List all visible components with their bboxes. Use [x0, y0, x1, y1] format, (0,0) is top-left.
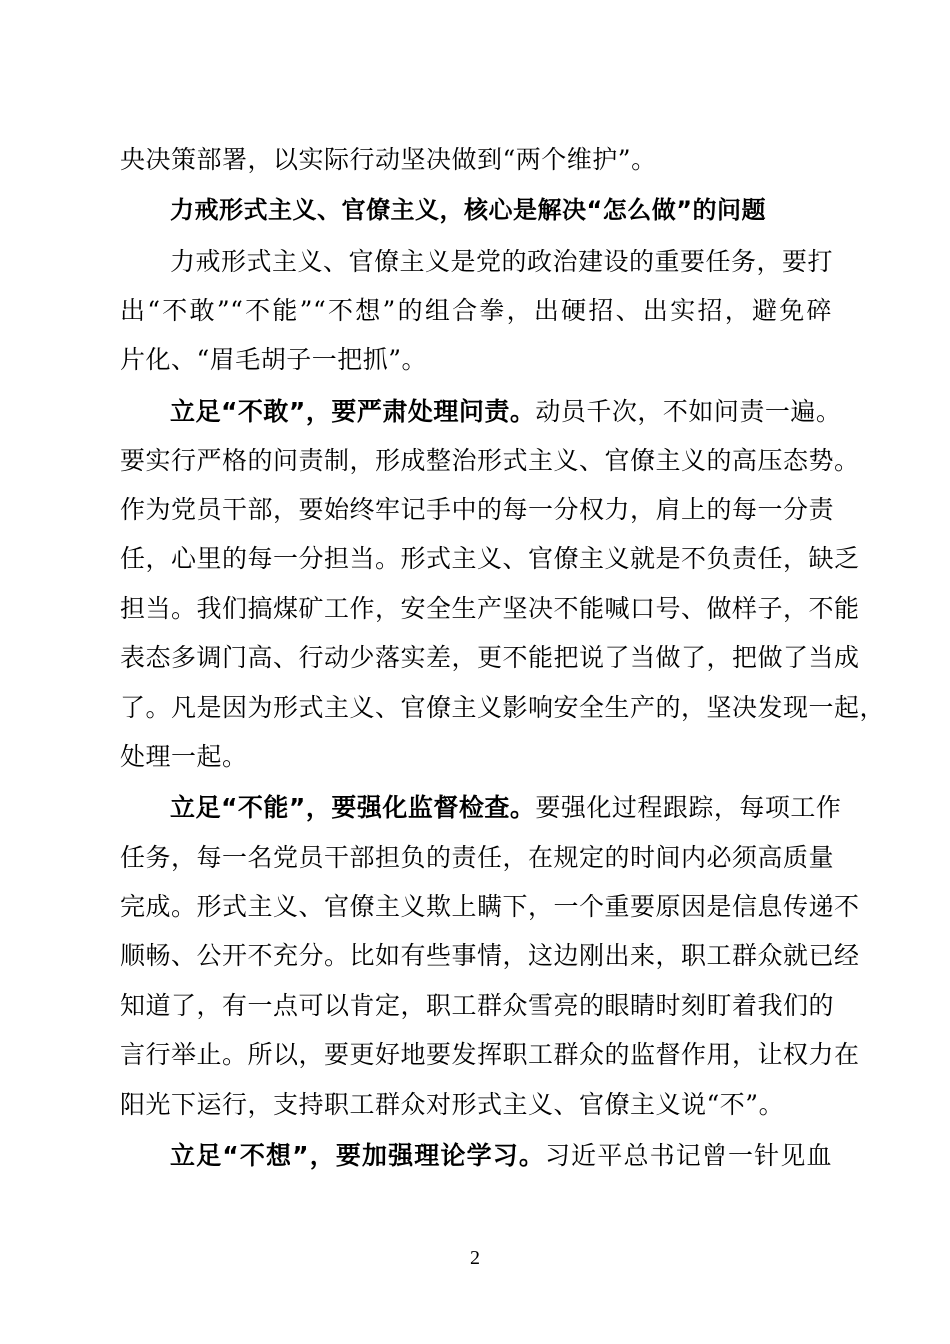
paragraph-line — [120, 733, 832, 781]
line-text: 言行举止。所以，要更好地要发挥职工群众的监督作用，让权力在 — [120, 1040, 860, 1069]
paragraph-line — [120, 1031, 860, 1079]
paragraph-line — [120, 834, 835, 882]
page-number: 2 — [470, 1247, 480, 1269]
line-text: 央决策部署，以实际行动坚决做到“两个维护”。 — [120, 145, 657, 174]
paragraph-line — [170, 388, 842, 436]
line-text: 动员千次，不如问责一遍。 — [535, 397, 842, 426]
paragraph-line — [120, 684, 886, 732]
paragraph-line — [120, 486, 835, 534]
line-text: 力戒形式主义、官僚主义是党的政治建设的重要任务，要打 — [170, 247, 834, 276]
paragraph-line — [120, 287, 832, 335]
line-text: 要实行严格的问责制，形成整治形式主义、官僚主义的高压态势。 — [120, 446, 860, 475]
paragraph-line — [120, 634, 860, 682]
lead-in-bold: 立足“不想”，要加强理论学习。 — [170, 1141, 546, 1170]
line-text: 习近平总书记曾一针见血 — [545, 1141, 832, 1170]
line-text: 完成。形式主义、官僚主义欺上瞒下，一个重要原因是信息传递不 — [120, 892, 860, 921]
lead-in-bold: 立足“不能”，要强化监督检查。 — [170, 793, 536, 822]
paragraph-line — [120, 1081, 832, 1129]
section-heading — [170, 186, 832, 234]
paragraph-line — [120, 883, 860, 931]
line-text: 知道了，有一点可以肯定，职工群众雪亮的眼睛时刻盯着我们的 — [120, 991, 835, 1020]
paragraph-line — [120, 437, 860, 485]
paragraph-line — [120, 932, 860, 980]
line-text: 任务，每一名党员干部担负的责任，在规定的时间内必须高质量 — [120, 843, 835, 872]
line-text: 担当。我们搞煤矿工作，安全生产坚决不能喊口号、做样子，不能 — [120, 594, 860, 623]
line-text: 阳光下运行，支持职工群众对形式主义、官僚主义说“不”。 — [120, 1090, 785, 1119]
line-text: 顺畅、公开不充分。比如有些事情，这边刚出来，职工群众就已经 — [120, 941, 860, 970]
paragraph-line — [120, 982, 835, 1030]
line-text: 作为党员干部，要始终牢记手中的每一分权力，肩上的每一分责 — [120, 495, 835, 524]
line-text: 片化、“眉毛胡子一把抓”。 — [120, 345, 428, 374]
paragraph-line — [120, 535, 860, 583]
line-text: 出“不敢”“不能”“不想”的组合拳，出硬招、出实招，避免碎 — [120, 296, 832, 325]
paragraph-line — [120, 336, 832, 384]
line-text: 表态多调门高、行动少落实差，更不能把说了当做了，把做了当成 — [120, 643, 860, 672]
paragraph-line — [120, 136, 832, 184]
paragraph-line — [120, 585, 860, 633]
line-text: 要强化过程跟踪，每项工作 — [535, 793, 842, 822]
line-text: 处理一起。 — [120, 742, 248, 771]
paragraph-line — [170, 238, 832, 286]
paragraph-line — [170, 1132, 832, 1180]
heading-text: 力戒形式主义、官僚主义，核心是解决“怎么做”的问题 — [170, 196, 767, 224]
paragraph-line — [170, 784, 842, 832]
line-text: 任，心里的每一分担当。形式主义、官僚主义就是不负责任，缺乏 — [120, 544, 860, 573]
line-text: 了。凡是因为形式主义、官僚主义影响安全生产的，坚决发现一起， — [120, 693, 886, 722]
lead-in-bold: 立足“不敢”，要严肃处理问责。 — [170, 397, 536, 426]
